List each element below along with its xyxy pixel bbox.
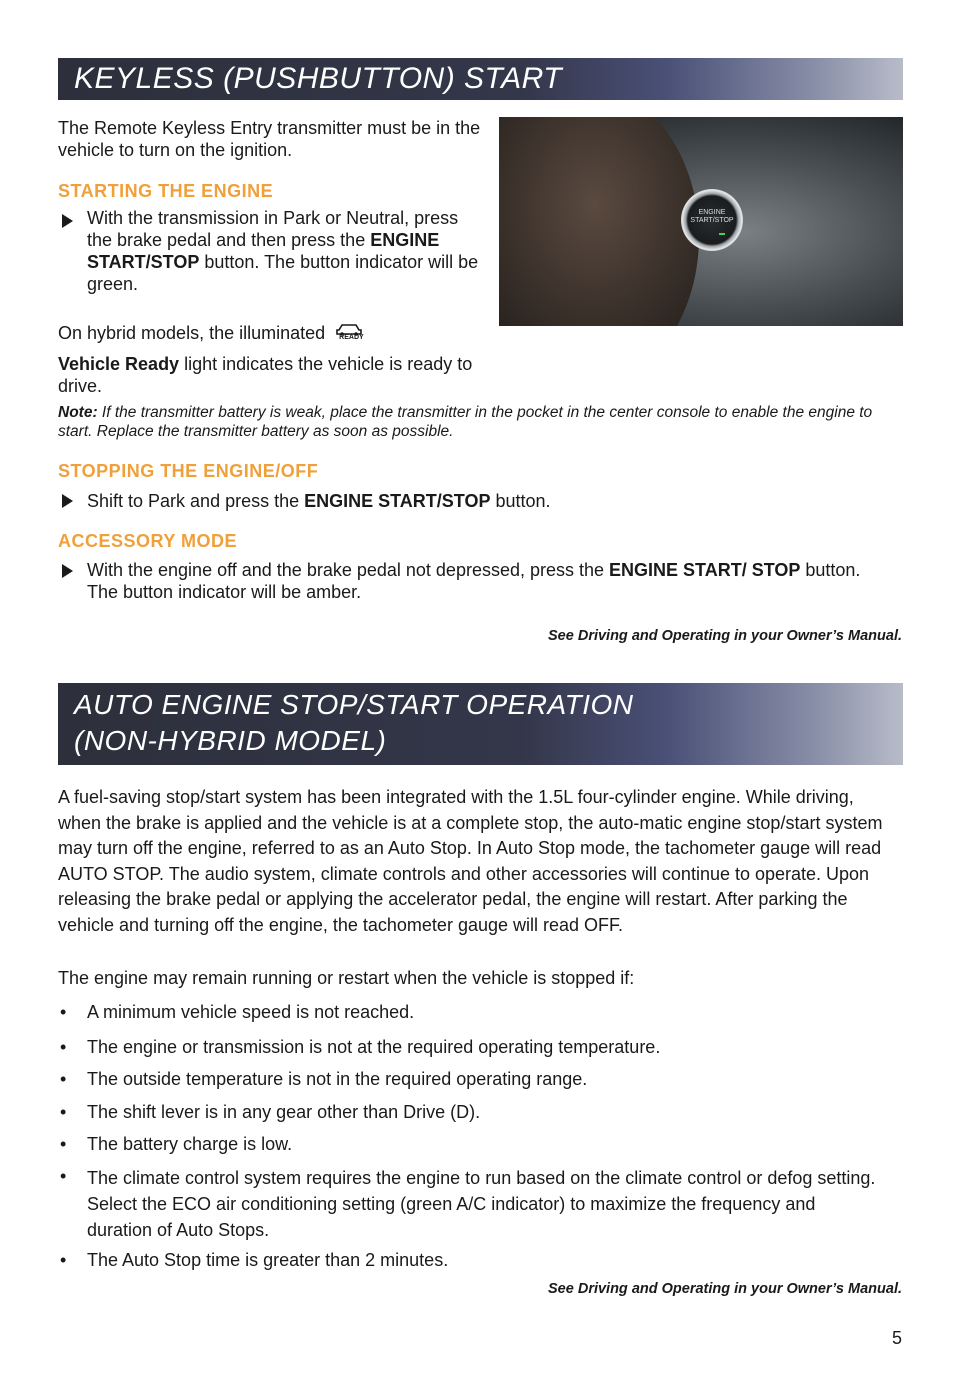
stopping-text-end: button. xyxy=(490,491,551,511)
list-item: The outside temperature is not in the required operating range. xyxy=(87,1069,588,1089)
list-item: The battery charge is low. xyxy=(87,1134,293,1154)
section-header-keyless-start xyxy=(58,58,903,100)
heading-stopping-engine: STOPPING THE ENGINE/OFF xyxy=(58,461,319,481)
vehicle-ready-icon xyxy=(334,321,394,353)
start-button-photo xyxy=(499,117,903,326)
bullet-arrow-icon xyxy=(62,564,73,578)
section-title-line1: AUTO ENGINE STOP/START OPERATION xyxy=(74,689,634,720)
section-title: KEYLESS (PUSHBUTTON) START xyxy=(74,62,563,95)
accessory-text: With the engine off and the brake pedal not depressed, press the xyxy=(87,560,610,580)
ready-icon-label: READY xyxy=(339,334,364,341)
bullet-arrow-icon xyxy=(62,494,73,508)
bullet-dot: • xyxy=(60,1102,67,1122)
manual-reference: See Driving and Operating in your Owner’s Manual. xyxy=(548,1281,902,1297)
page-number: 5 xyxy=(891,1328,902,1348)
list-item: The climate control system requires the engine to run based on the climate control or defog setting. Select the ECO air conditioning setting (green A/C indicator) to maximize the frequency and duration of Auto Stops. xyxy=(87,1168,876,1240)
note-label: Note: xyxy=(58,404,98,421)
dashboard-curve xyxy=(499,117,699,326)
starting-bold: ENGINE START/STOP xyxy=(87,230,440,272)
list-item: A minimum vehicle speed is not reached. xyxy=(87,1002,415,1022)
accessory-text-end: button. The button indicator will be amber. xyxy=(87,560,861,602)
starting-text: With the transmission in Park or Neutral, press the brake pedal and then press the xyxy=(87,208,459,250)
auto-stop-paragraph: A fuel-saving stop/start system has been integrated with the 1.5L four-cylinder engine. While driving, when the brake is applied and the vehicle is at a complete stop, the auto-matic engine stop/start system may turn off the engine, referred to as an Auto Stop. In Auto Stop mode, the tachometer gauge will read AUTO STOP. The audio system, climate controls and other accessories will continue to operate. Upon releasing the brake pedal or applying the accelerator pedal, the engine will restart. After parking the vehicle and turning off the engine, the tachometer gauge will read OFF. xyxy=(58,787,883,935)
hybrid-pre: On hybrid models, the illuminated xyxy=(58,323,326,343)
list-item: The Auto Stop time is greater than 2 minutes. xyxy=(87,1250,449,1270)
note-body: If the transmitter battery is weak, place the transmitter in the pocket in the center console to enable the engine to start. Replace the transmitter battery as soon as possible. xyxy=(58,404,873,440)
note-text xyxy=(58,403,903,441)
hybrid-text xyxy=(58,321,483,397)
manual-reference: See Driving and Operating in your Owner’s Manual. xyxy=(548,628,902,644)
green-indicator xyxy=(719,233,725,235)
bullet-dot: • xyxy=(60,1069,67,1089)
bullet-dot: • xyxy=(60,1250,67,1270)
starting-instruction xyxy=(87,207,482,295)
bullet-dot: • xyxy=(60,1166,67,1186)
list-intro: The engine may remain running or restart when the vehicle is stopped if: xyxy=(58,968,635,988)
hybrid-bold: Vehicle Ready xyxy=(58,354,180,374)
engine-start-stop-button-image xyxy=(681,189,743,251)
list-item: The engine or transmission is not at the required operating temperature. xyxy=(87,1037,661,1057)
hybrid-post: light indicates the vehicle is ready to drive. xyxy=(58,354,473,396)
stopping-instruction xyxy=(87,490,887,512)
bullet-dot: • xyxy=(60,1134,67,1154)
stopping-text: Shift to Park and press the xyxy=(87,491,305,511)
section-header-auto-stop xyxy=(58,683,903,765)
accessory-bold: ENGINE START/ STOP xyxy=(609,560,801,580)
bullet-dot: • xyxy=(60,1037,67,1057)
starting-text-end: button. The button indicator will be green. xyxy=(87,252,479,294)
accessory-instruction xyxy=(87,559,877,603)
start-button-label: ENGINE START/STOP xyxy=(690,209,734,224)
intro-text: The Remote Keyless Entry transmitter must be in the vehicle to turn on the ignition. xyxy=(58,118,481,160)
section-title-line2: (NON-HYBRID MODEL) xyxy=(74,725,387,756)
section-title xyxy=(74,687,634,759)
stopping-bold: ENGINE START/STOP xyxy=(304,491,491,511)
bullet-arrow-icon xyxy=(62,214,73,228)
list-item: The shift lever is in any gear other than Drive (D). xyxy=(87,1102,481,1122)
heading-starting-engine: STARTING THE ENGINE xyxy=(58,181,274,201)
bullet-dot: • xyxy=(60,1002,67,1022)
heading-accessory-mode: ACCESSORY MODE xyxy=(58,531,238,551)
